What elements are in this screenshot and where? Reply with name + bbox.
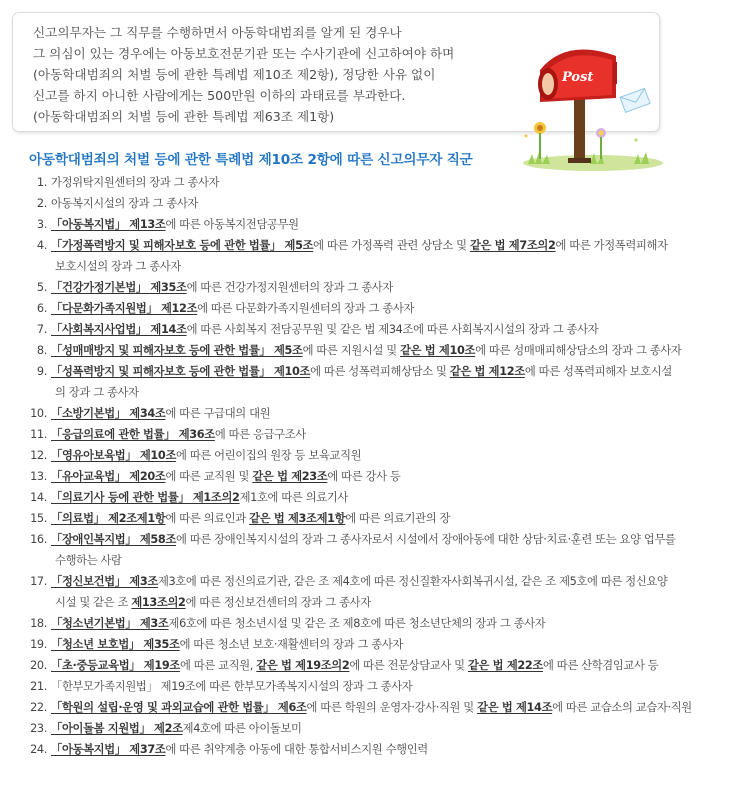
notice-line: 신고를 하지 아니한 사람에게는 500만원 이하의 과태료를 부과한다. xyxy=(33,88,406,103)
list-item xyxy=(0,214,733,235)
item-text: 에 따른 가정폭력피해자 xyxy=(555,239,668,252)
law-reference: 제13조의2 xyxy=(131,596,186,609)
item-number: 16. xyxy=(30,533,47,546)
item-number: 14. xyxy=(30,491,47,504)
item-text: 제6호에 따른 청소년시설 및 같은 조 제8호에 따른 청소년단체의 장과 그 종사자 xyxy=(168,617,546,630)
item-number: 21. xyxy=(30,680,47,693)
notice-line: 그 의심이 있는 경우에는 아동보호전문기관 또는 수사기관에 신고하여야 하며 xyxy=(33,46,455,61)
item-text: 에 따른 청소년 보호·재활센터의 장과 그 종사자 xyxy=(179,638,403,651)
item-number: 8. xyxy=(36,344,47,357)
letter-icon xyxy=(620,88,650,112)
law-reference: 「청소년기본법」 제3조 xyxy=(51,617,169,630)
mailbox-flag xyxy=(613,62,617,84)
item-text: 제3호에 따른 정신의료기관, 같은 조 제4호에 따른 정신질환자사회복귀시설, 같은 조 제5호에 따른 정신요양 xyxy=(157,575,668,588)
law-reference: 「성매매방지 및 피해자보호 등에 관한 법률」 제5조 xyxy=(51,344,303,357)
item-text: 에 따른 사회복지 전담공무원 및 같은 법 제34조에 따른 사회복지시설의 장과 그 종사자 xyxy=(186,323,599,336)
item-number: 24. xyxy=(30,743,47,756)
item-continuation: 시설 및 같은 조 xyxy=(55,596,132,609)
item-number: 7. xyxy=(36,323,47,336)
list-item xyxy=(0,634,733,655)
item-text: 에 따른 산학겸임교사 등 xyxy=(542,659,659,672)
item-text: 에 따른 응급구조사 xyxy=(214,428,306,441)
law-reference: 「다문화가족지원법」 제12조 xyxy=(51,302,198,315)
law-reference: 「의료법」 제2조제1항 xyxy=(51,512,166,525)
item-number: 5. xyxy=(36,281,47,294)
list-item xyxy=(0,172,733,193)
flower-icon xyxy=(534,122,546,159)
item-number: 18. xyxy=(30,617,47,630)
item-text: 에 따른 교직원 및 xyxy=(165,470,253,483)
law-reference: 「정신보건법」 제3조 xyxy=(51,575,158,588)
notice-line: (아동학대범죄의 처벌 등에 관한 특례법 제63조 제1항) xyxy=(33,109,335,124)
item-number: 15. xyxy=(30,512,47,525)
item-number: 3. xyxy=(36,218,47,231)
item-number: 10. xyxy=(30,407,47,420)
flower-icon xyxy=(596,128,606,159)
item-continuation: 의 장과 그 종사자 xyxy=(55,386,139,399)
item-continuation: 에 따른 정신보건센터의 장과 그 종사자 xyxy=(185,596,371,609)
law-reference: 「성폭력방지 및 피해자보호 등에 관한 법률」 제10조 xyxy=(51,365,311,378)
list-item xyxy=(0,655,733,676)
law-reference: 같은 법 제7조의2 xyxy=(469,239,556,252)
mailbox-illustration xyxy=(518,40,668,175)
item-text: 에 따른 성폭력피해상담소 및 xyxy=(310,365,450,378)
sparkle-dot xyxy=(525,135,528,138)
law-reference: 「아동복지법」 제13조 xyxy=(51,218,166,231)
law-reference: 「학원의 설립·운영 및 과외교습에 관한 법률」 제6조 xyxy=(51,701,307,714)
item-number: 12. xyxy=(30,449,47,462)
list-item xyxy=(0,445,733,466)
list-item xyxy=(0,319,733,340)
item-continuation: 수행하는 사람 xyxy=(55,554,122,567)
list-item xyxy=(0,676,733,697)
law-reference: 같은 법 제19조의2 xyxy=(256,659,350,672)
law-reference: 같은 법 제23조 xyxy=(252,470,328,483)
law-reference: 「아동복지법」 제37조 xyxy=(51,743,166,756)
item-text: 에 따른 전문상담교사 및 xyxy=(349,659,468,672)
notice-line: 신고의무자는 그 직무를 수행하면서 아동학대범죄를 알게 된 경우나 xyxy=(33,25,402,40)
law-reference: 「사회복지사업법」 제14조 xyxy=(51,323,187,336)
law-reference: 「아이돌봄 지원법」 제2조 xyxy=(51,722,183,735)
item-text: 에 따른 교직원, xyxy=(179,659,257,672)
list-item xyxy=(0,487,733,508)
sparkle-dot xyxy=(635,139,638,142)
item-text: 에 따른 건강가정지원센터의 장과 그 종사자 xyxy=(186,281,393,294)
item-text: 에 따른 장애인복지시설의 장과 그 종사자로서 시설에서 장애아동에 대한 상담·치료·훈련 또는 요양 업무를 xyxy=(176,533,676,546)
list-item xyxy=(0,466,733,487)
law-reference: 「장애인복지법」 제58조 xyxy=(51,533,177,546)
law-reference: 「영유아보육법」 제10조 xyxy=(51,449,177,462)
item-number: 13. xyxy=(30,470,47,483)
item-text: 에 따른 교습소의 교습자·직원 xyxy=(552,701,692,714)
list-item xyxy=(0,361,733,403)
notice-text xyxy=(33,22,454,127)
item-text: 에 따른 어린이집의 원장 등 보육교직원 xyxy=(176,449,362,462)
item-continuation: 보호시설의 장과 그 종사자 xyxy=(55,260,181,273)
item-text: 에 따른 강사 등 xyxy=(327,470,401,483)
item-text: 에 따른 지원시설 및 xyxy=(302,344,401,357)
list-item xyxy=(0,739,733,760)
list-item xyxy=(0,697,733,718)
item-number: 4. xyxy=(36,239,47,252)
law-reference: 같은 법 제12조 xyxy=(449,365,525,378)
item-text: 가정위탁지원센터의 장과 그 종사자 xyxy=(51,176,220,189)
item-number: 20. xyxy=(30,659,47,672)
law-reference: 「건강가정기본법」 제35조 xyxy=(51,281,187,294)
law-reference: 같은 법 제10조 xyxy=(400,344,476,357)
list-item xyxy=(0,235,733,277)
item-text: 제4호에 따른 아이돌보미 xyxy=(182,722,302,735)
list-item xyxy=(0,508,733,529)
item-text: 에 따른 구급대의 대원 xyxy=(165,407,271,420)
item-text: 에 따른 학원의 운영자·강사·직원 및 xyxy=(306,701,478,714)
item-text: 에 따른 의료기관의 장 xyxy=(345,512,451,525)
law-reference: 「의료기사 등에 관한 법률」 제1조의2 xyxy=(51,491,240,504)
item-number: 23. xyxy=(30,722,47,735)
law-reference: 「청소년 보호법」 제35조 xyxy=(51,638,180,651)
post-sign: Post xyxy=(562,70,594,85)
notice-line: (아동학대범죄의 처벌 등에 관한 특례법 제10조 제2항), 정당한 사유 없이 xyxy=(33,67,436,82)
item-number: 19. xyxy=(30,638,47,651)
law-reference: 같은 법 제14조 xyxy=(477,701,553,714)
list-item xyxy=(0,340,733,361)
item-text: 「한부모가족지원법」 제19조에 따른 한부모가족복지시설의 장과 그 종사자 xyxy=(51,680,413,693)
mailbox-post xyxy=(574,98,585,162)
item-number: 2. xyxy=(36,197,47,210)
item-number: 9. xyxy=(36,365,47,378)
item-number: 11. xyxy=(30,428,47,441)
item-number: 6. xyxy=(36,302,47,315)
item-text: 에 따른 아동복지전담공무원 xyxy=(165,218,299,231)
item-text: 에 따른 성폭력피해자 보호시설 xyxy=(524,365,672,378)
item-text: 에 따른 의료인과 xyxy=(165,512,250,525)
reporter-list xyxy=(0,172,733,760)
law-reference: 「초·중등교육법」 제19조 xyxy=(51,659,180,672)
law-reference: 「응급의료에 관한 법률」 제36조 xyxy=(51,428,215,441)
list-item xyxy=(0,277,733,298)
item-number: 22. xyxy=(30,701,47,714)
list-item xyxy=(0,613,733,634)
law-reference: 같은 법 제22조 xyxy=(467,659,543,672)
item-text: 제1호에 따른 의료기사 xyxy=(239,491,348,504)
list-item xyxy=(0,571,733,613)
item-text: 아동복지시설의 장과 그 종사자 xyxy=(51,197,199,210)
law-reference: 「가정폭력방지 및 피해자보호 등에 관한 법률」 제5조 xyxy=(51,239,314,252)
list-item xyxy=(0,529,733,571)
list-item xyxy=(0,298,733,319)
item-number: 17. xyxy=(30,575,47,588)
item-number: 1. xyxy=(36,176,47,189)
law-reference: 「유아교육법」 제20조 xyxy=(51,470,166,483)
item-text: 에 따른 가정폭력 관련 상담소 및 xyxy=(313,239,470,252)
list-item xyxy=(0,718,733,739)
section-title: 아동학대범죄의 처벌 등에 관한 특례법 제10조 2항에 따른 신고의무자 직군 xyxy=(29,152,473,168)
item-text: 에 따른 다문화가족지원센터의 장과 그 종사자 xyxy=(197,302,415,315)
list-item xyxy=(0,424,733,445)
law-reference: 같은 법 제3조제1항 xyxy=(249,512,346,525)
list-item xyxy=(0,403,733,424)
list-item xyxy=(0,193,733,214)
item-text: 에 따른 성매매피해상담소의 장과 그 종사자 xyxy=(475,344,682,357)
item-text: 에 따른 취약계층 아동에 대한 통합서비스지원 수행인력 xyxy=(165,743,428,756)
law-reference: 「소방기본법」 제34조 xyxy=(51,407,166,420)
